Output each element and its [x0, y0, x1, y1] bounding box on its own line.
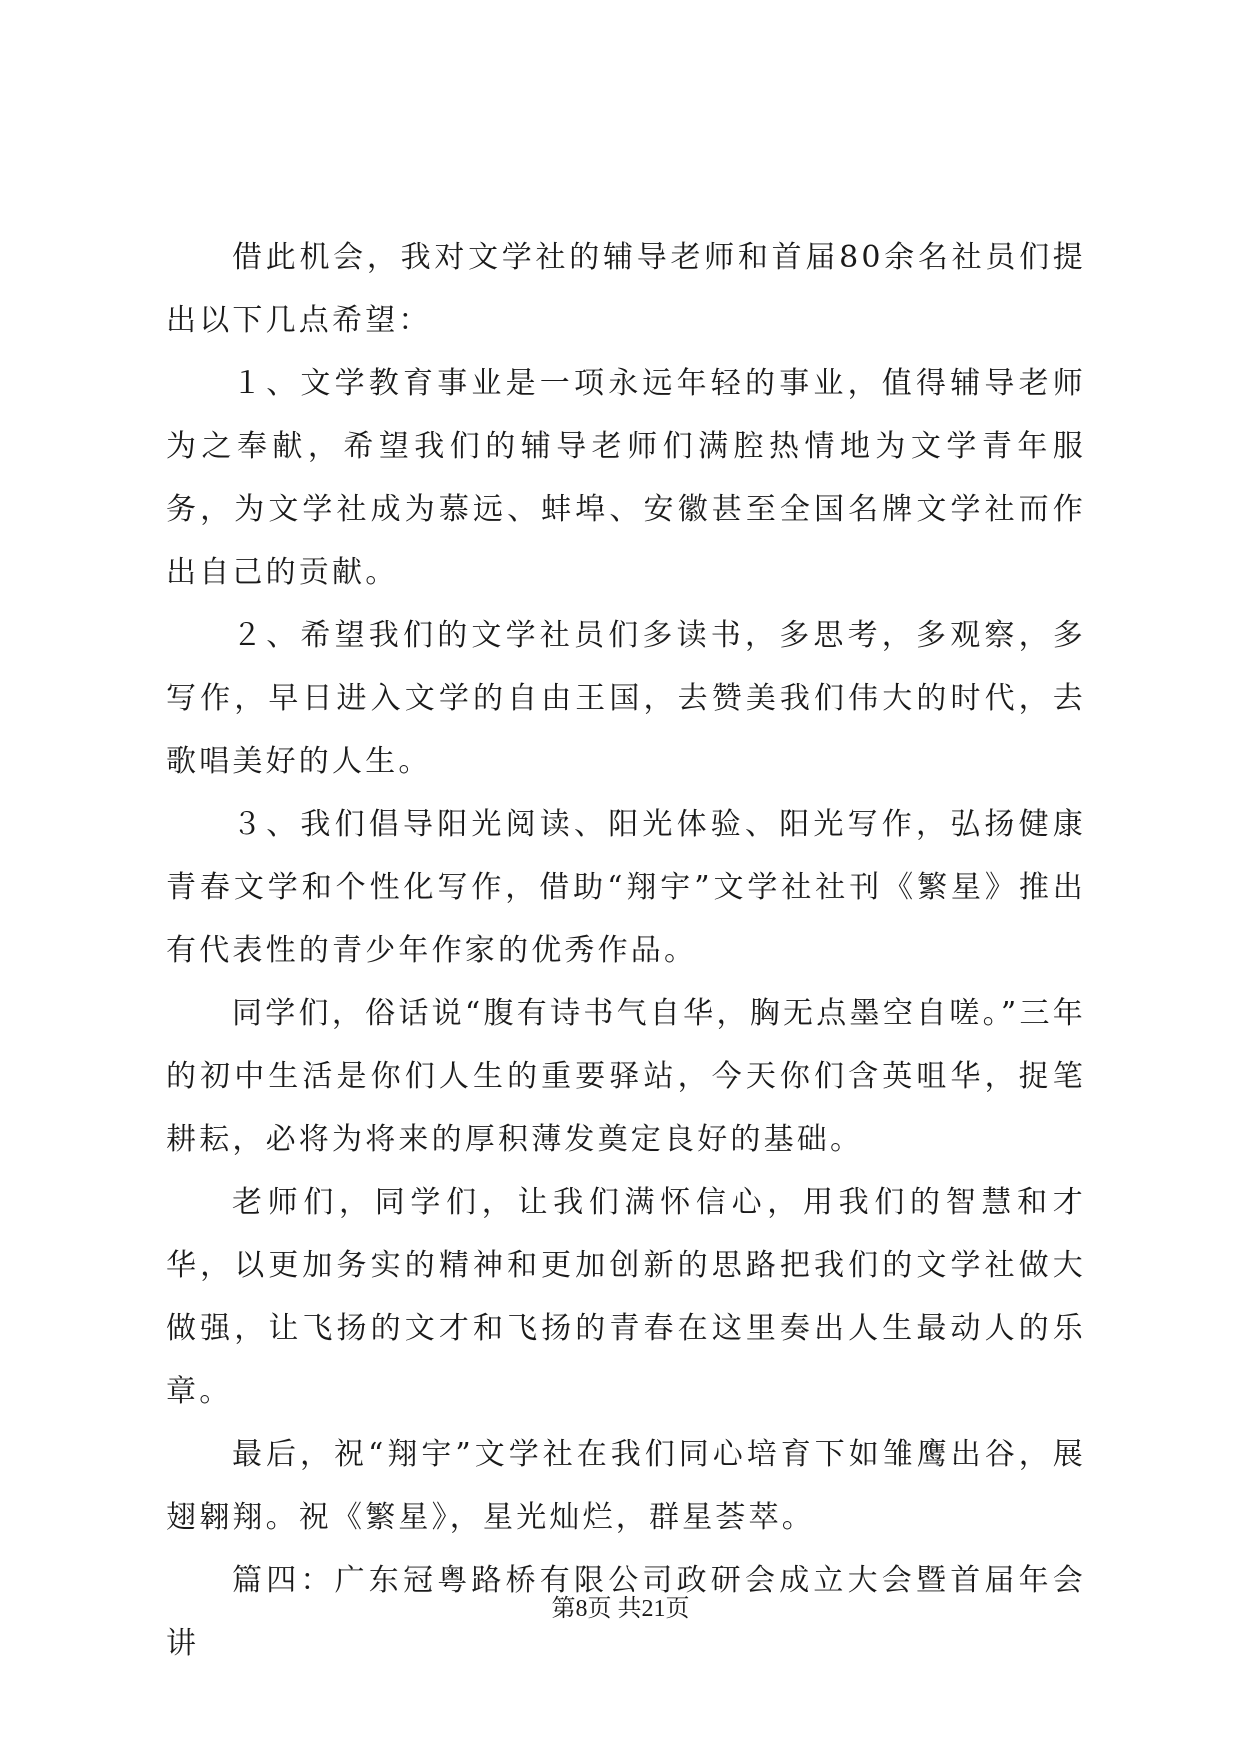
paragraph-closing: 最后，祝“翔宇”文学社在我们同心培育下如雏鹰出谷，展翅翱翔。祝《繁星》，星光灿烂，群星荟萃。: [166, 1437, 1086, 1535]
page-footer: 第8页 共21页: [551, 1596, 690, 1622]
paragraph-teachers-students: 老师们，同学们，让我们满怀信心，用我们的智慧和才华，以更加务实的精神和更加创新的思路把我们的文学社做大做强，让飞扬的文才和飞扬的青春在这里奏出人生最动人的乐章。: [166, 1185, 1086, 1409]
paragraph-students: 同学们，俗话说“腹有诗书气自华，胸无点墨空自嗟。”三年的初中生活是你们人生的重要驿站，今天你们含英咀华，捉笔耕耘，必将为将来的厚积薄发奠定良好的基础。: [166, 996, 1086, 1157]
paragraph-hope-2: ２、希望我们的文学社员们多读书，多思考，多观察，多写作，早日进入文学的自由王国，去赞美我们伟大的时代，去歌唱美好的人生。: [166, 618, 1086, 779]
paragraph-intro: 借此机会，我对文学社的辅导老师和首届80余名社员们提出以下几点希望：: [166, 240, 1086, 338]
paragraph-hope-3: ３、我们倡导阳光阅读、阳光体验、阳光写作，弘扬健康青春文学和个性化写作，借助“翔宇”文学社社刊《繁星》推出有代表性的青少年作家的优秀作品。: [166, 807, 1086, 968]
paragraph-next-section: 篇四：广东冠粤路桥有限公司政研会成立大会暨首届年会讲: [166, 1563, 1086, 1661]
paragraph-hope-1: １、文学教育事业是一项永远年轻的事业，值得辅导老师为之奉献，希望我们的辅导老师们满腔热情地为文学青年服务，为文学社成为慕远、蚌埠、安徽甚至全国名牌文学社而作出自己的贡献。: [166, 366, 1086, 590]
body-text: [166, 226, 1086, 1675]
